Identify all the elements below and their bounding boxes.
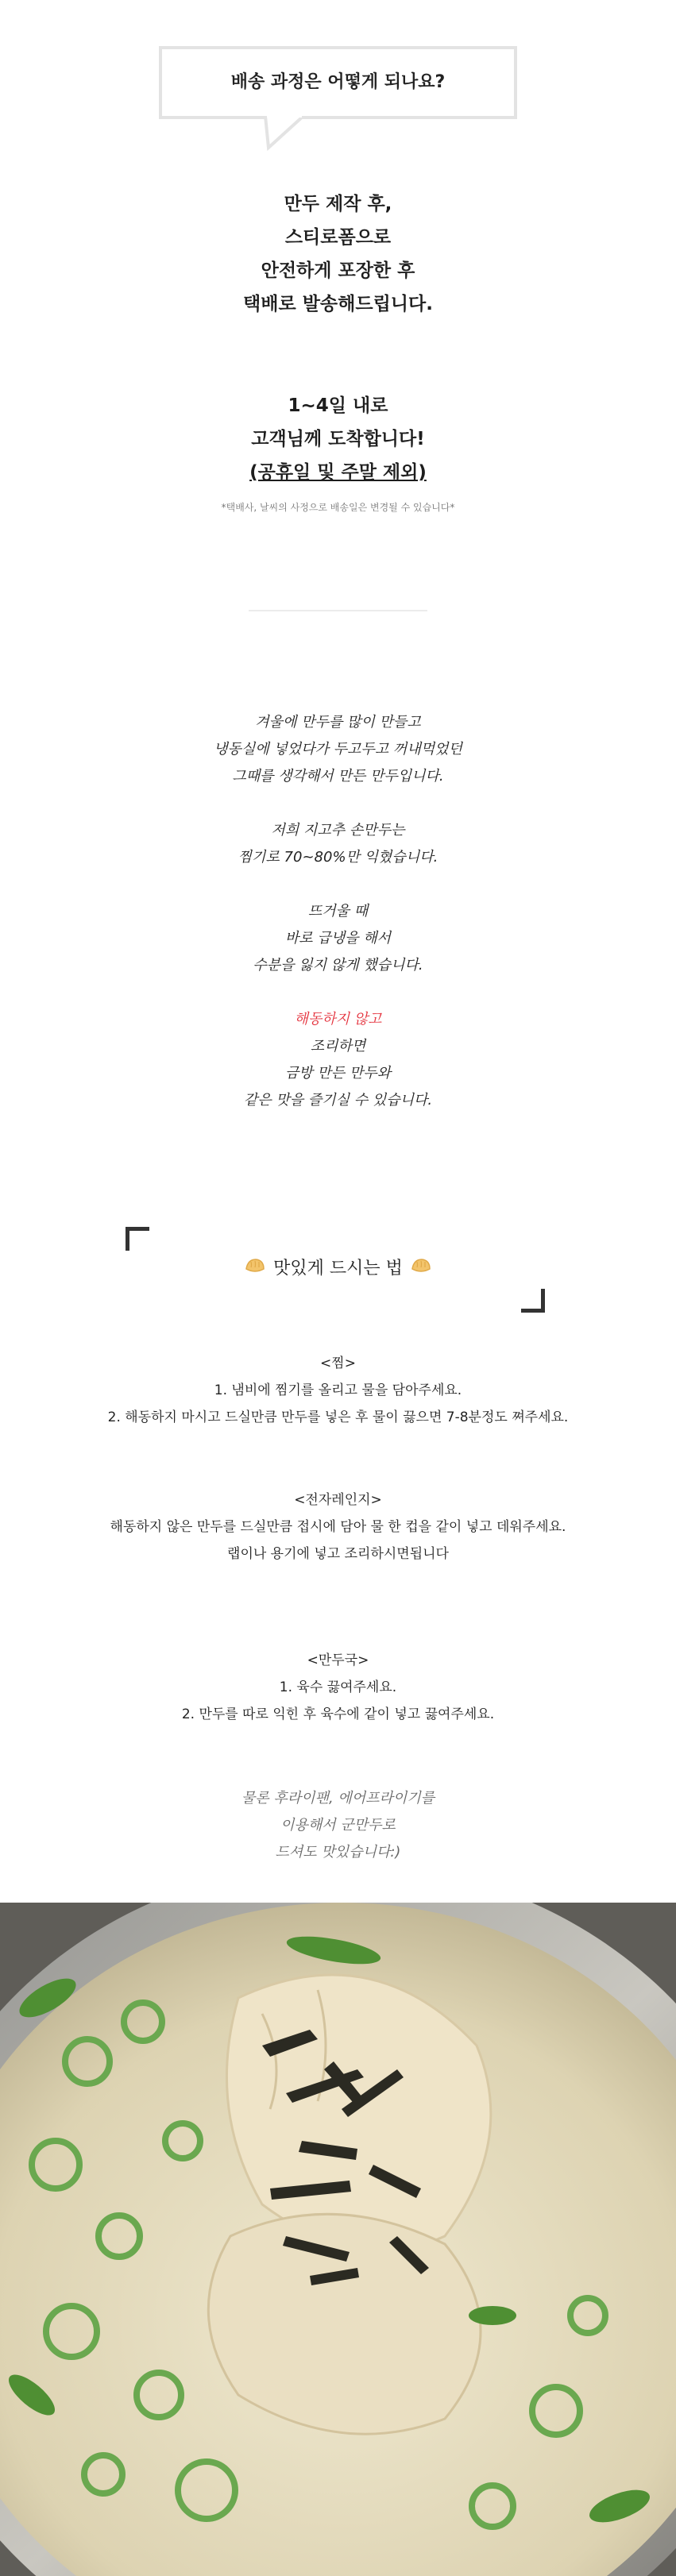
- tips-title: 맛있게 드시는 법: [273, 1259, 403, 1278]
- dumpling-soup-photo: [0, 1903, 676, 2576]
- method-step: 랩이나 용기에 넣고 조리하시면됩니다: [227, 1546, 449, 1562]
- method-step: 2. 만두를 따로 익힌 후 육수에 같이 넣고 끓여주세요.: [181, 1706, 495, 1722]
- story-line: 겨울에 만두를 많이 만들고: [255, 714, 421, 731]
- story-line: 찜기로 70~80%만 익혔습니다.: [238, 849, 438, 866]
- corner-bracket-top-left: [126, 1227, 149, 1251]
- story-line: 저희 지고추 손만두는: [271, 822, 405, 839]
- delivery-days: 1~4일 내로: [288, 395, 388, 416]
- method-step: 2. 해동하지 마시고 드실만큼 만두를 넣은 후 물이 끓으면 7-8분정도 쪄주세요.: [107, 1409, 569, 1425]
- delivery-exclusion: (공휴일 및 주말 제외): [249, 462, 427, 483]
- story-line: 금방 만든 만두와: [284, 1065, 392, 1082]
- shipping-line: 만두 제작 후,: [284, 194, 392, 214]
- section-divider: [249, 610, 427, 611]
- delivery-info: [0, 389, 676, 489]
- shipping-line: 택배로 발송해드립니다.: [243, 294, 433, 314]
- method-heading: <만두국>: [307, 1652, 369, 1668]
- shipping-description: [0, 187, 676, 321]
- method-steam: [0, 1350, 676, 1431]
- shipping-line: 스티로폼으로: [284, 227, 392, 248]
- dumpling-icon: [245, 1258, 265, 1280]
- tips-title-row: [0, 1255, 676, 1280]
- bubble-tail: [262, 116, 310, 151]
- extra-tip-line: 드셔도 맛있습니다:): [275, 1844, 401, 1861]
- faq-question: 배송 과정은 어떻게 되나요?: [230, 72, 446, 92]
- extra-tip: [0, 1785, 676, 1866]
- extra-tip-line: 물론 후라이팬, 에어프라이기를: [241, 1790, 435, 1807]
- product-story: [0, 709, 676, 1114]
- delivery-note: *택배사, 날씨의 사정으로 배송일은 변경될 수 있습니다*: [221, 502, 455, 513]
- corner-bracket-bottom-right: [521, 1289, 545, 1313]
- method-soup: [0, 1647, 676, 1728]
- story-line: 냉동실에 넣었다가 두고두고 꺼내먹었던: [214, 741, 462, 758]
- method-heading: <찜>: [320, 1355, 356, 1371]
- story-highlight: 해동하지 않고: [294, 1011, 382, 1028]
- method-heading: <전자레인지>: [294, 1492, 382, 1508]
- method-step: 해동하지 않은 만두를 드실만큼 접시에 담아 물 한 컵을 같이 넣고 데워주세요.: [110, 1519, 566, 1535]
- extra-tip-line: 이용해서 군만두로: [280, 1817, 396, 1834]
- story-line: 뜨거울 때: [307, 903, 369, 920]
- faq-question-bubble: [159, 46, 517, 119]
- story-line: 같은 맛을 즐기실 수 있습니다.: [243, 1092, 433, 1109]
- story-line: 조리하면: [310, 1038, 366, 1055]
- shipping-line: 안전하게 포장한 후: [261, 260, 415, 281]
- delivery-arrival: 고객님께 도착합니다!: [251, 429, 425, 449]
- dumpling-icon: [411, 1258, 431, 1280]
- story-line: 수분을 잃지 않게 했습니다.: [253, 957, 423, 974]
- method-step: 1. 육수 끓여주세요.: [279, 1679, 397, 1695]
- story-line: 바로 급냉을 해서: [284, 930, 392, 947]
- method-microwave: [0, 1487, 676, 1568]
- method-step: 1. 냄비에 찜기를 올리고 물을 담아주세요.: [214, 1382, 462, 1398]
- story-line: 그때를 생각해서 만든 만두입니다.: [232, 768, 444, 785]
